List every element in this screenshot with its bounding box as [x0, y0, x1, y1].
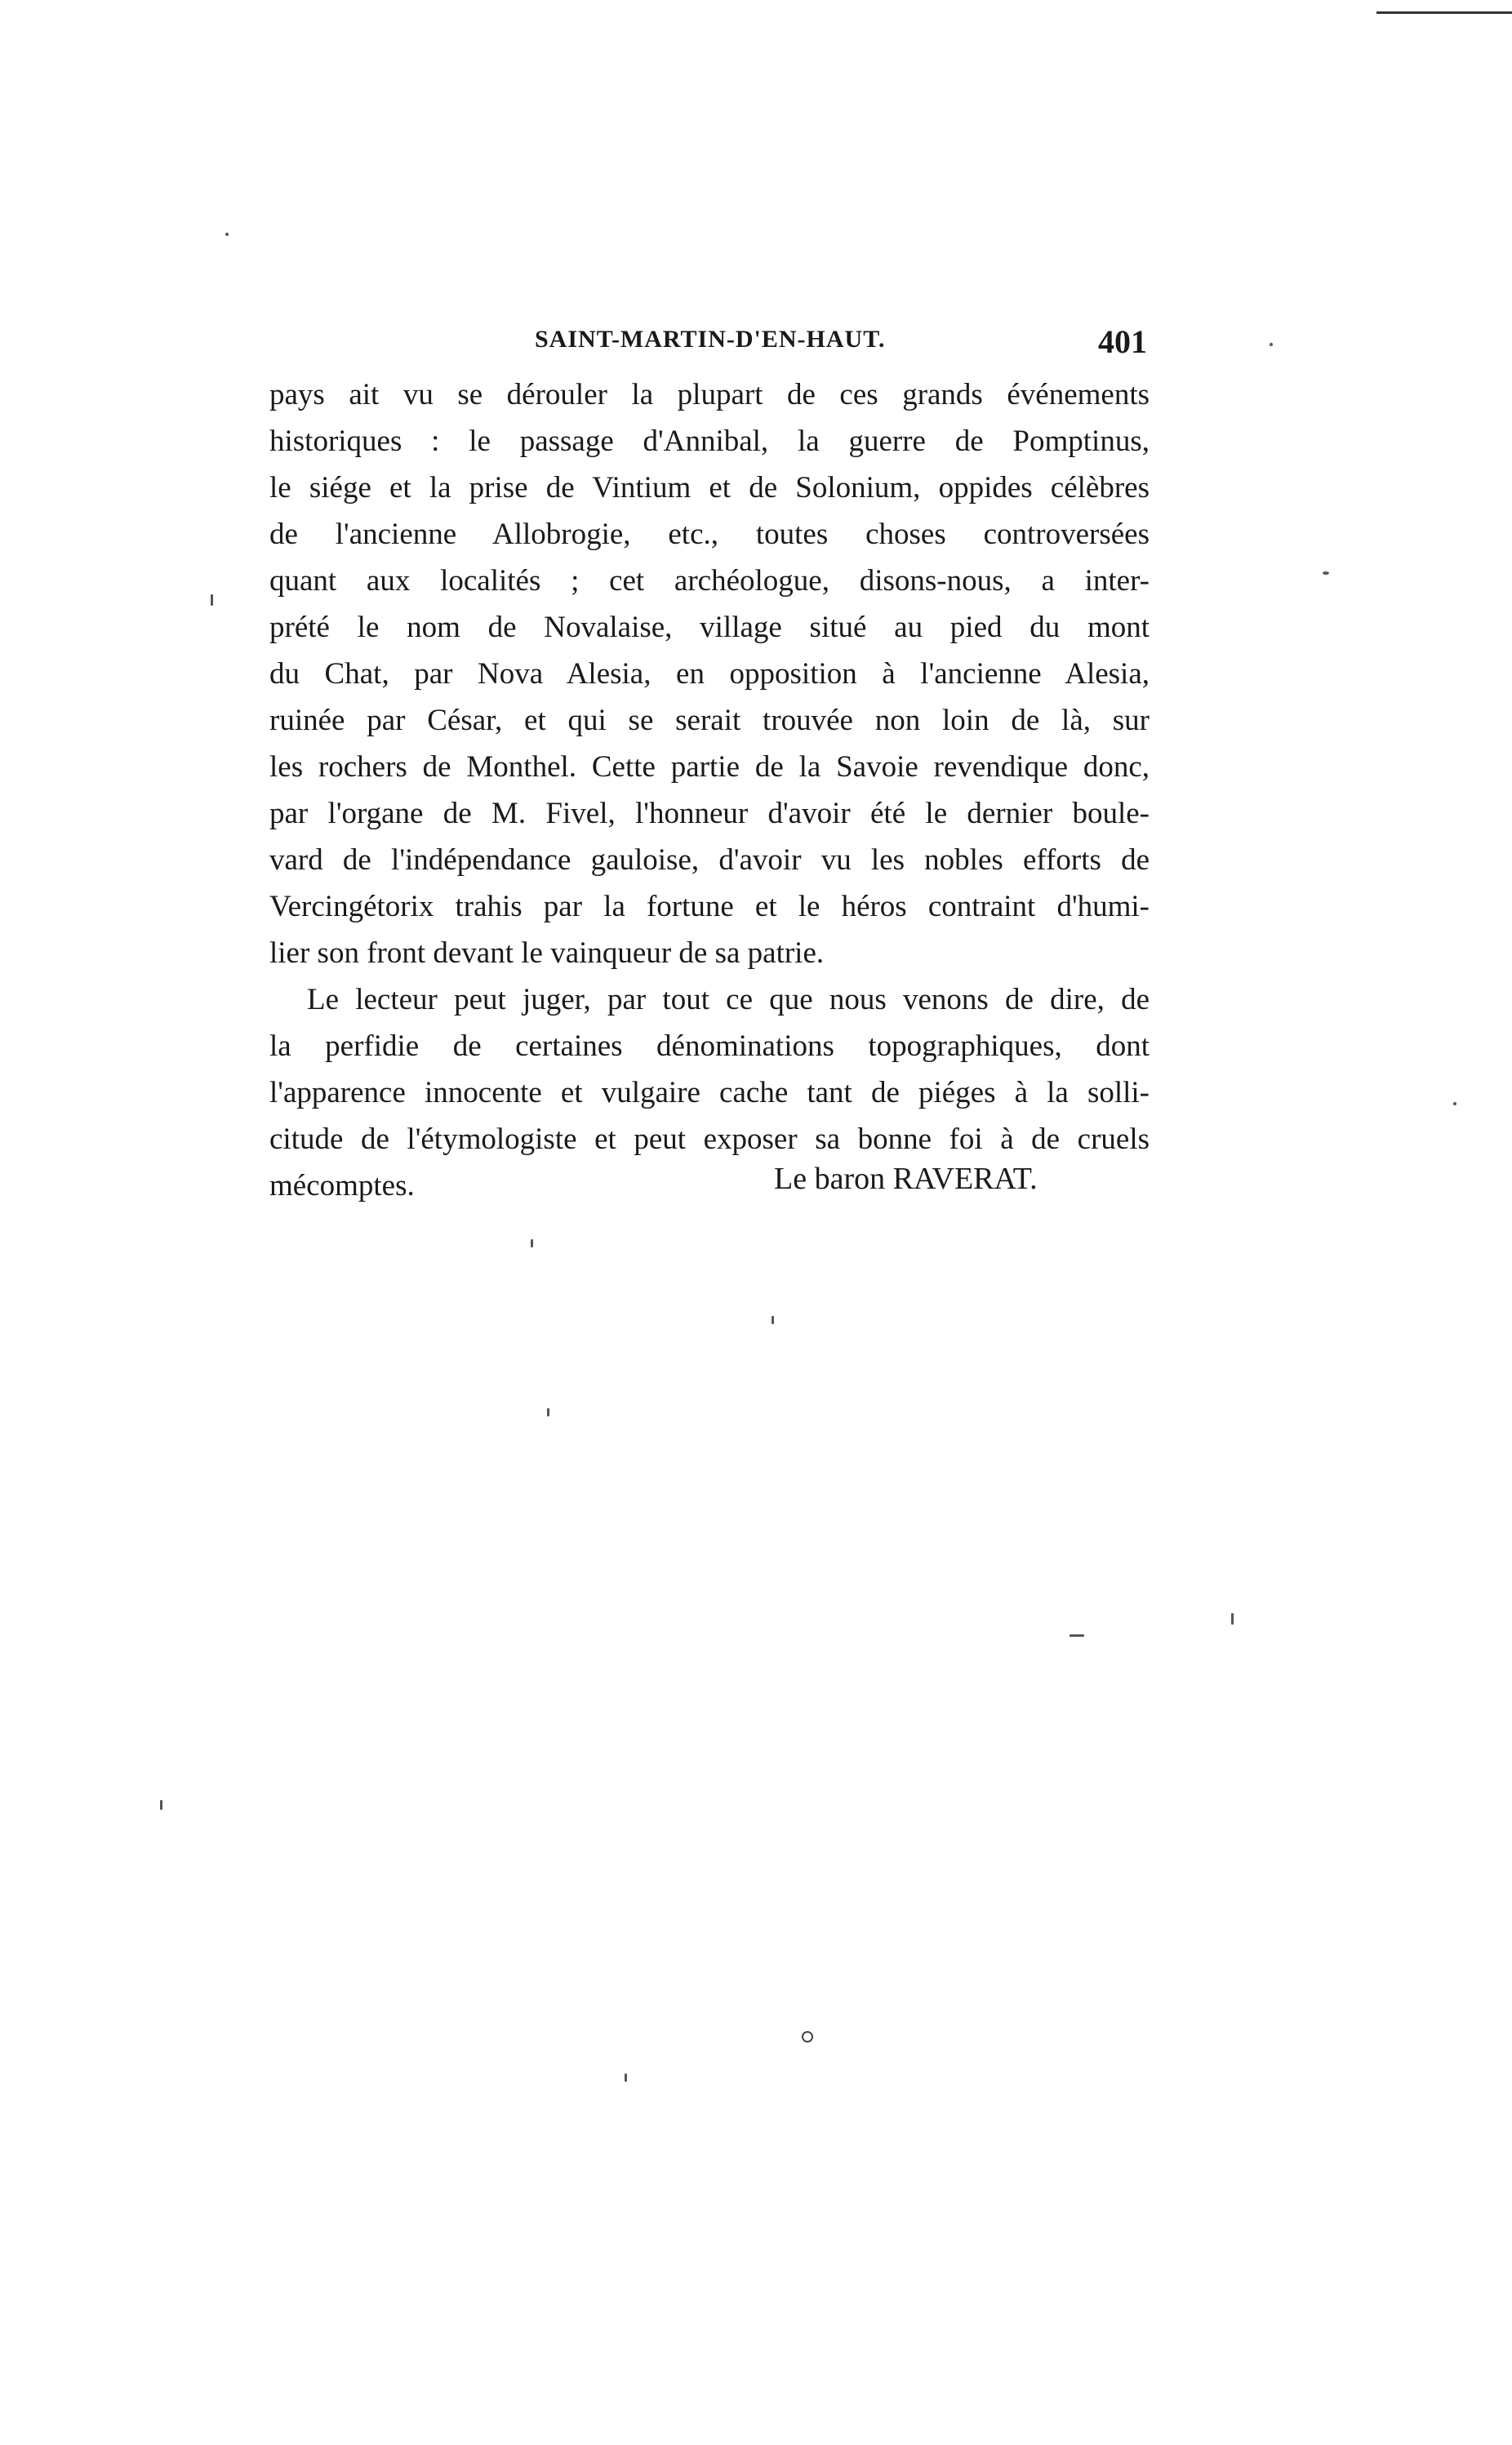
scan-speck: [625, 2074, 627, 2082]
signature-prefix: Le baron: [774, 1162, 893, 1196]
text-line: prété le nom de Novalaise, village situé au pied du mont: [269, 611, 1150, 644]
text-line: pays ait vu se dérouler la plupart de ces grands événements: [269, 378, 1150, 411]
paragraph-1: [269, 371, 1150, 976]
text-line: lier son front devant le vainqueur de sa patrie.: [269, 936, 825, 970]
text-line: historiques : le passage d'Annibal, la guerre de Pomptinus,: [269, 425, 1150, 458]
text-line: l'apparence innocente et vulgaire cache tant de piéges à la solli-: [269, 1076, 1150, 1109]
scan-speck: [1231, 1613, 1234, 1625]
text-line: par l'organe de M. Fivel, l'honneur d'avoir été le dernier boule-: [269, 797, 1150, 830]
signature-name: RAVERAT.: [892, 1162, 1038, 1196]
author-signature: [774, 1161, 1038, 1197]
text-line: vard de l'indépendance gauloise, d'avoir vu les nobles efforts de: [269, 843, 1150, 877]
text-line: ruinée par César, et qui se serait trouvée non loin de là, sur: [269, 704, 1150, 737]
scan-speck: [1453, 1102, 1456, 1105]
text-line: de l'ancienne Allobrogie, etc., toutes choses controversées: [269, 518, 1150, 551]
page-header: [535, 322, 1147, 363]
text-line: la perfidie de certaines dénominations topographiques, dont: [269, 1029, 1150, 1063]
scan-speck: [772, 1316, 774, 1324]
page-number: 401: [1098, 323, 1147, 360]
scan-speck: [802, 2031, 813, 2043]
running-head: SAINT-MARTIN-D'EN-HAUT.: [535, 326, 886, 353]
text-line: quant aux localités ; cet archéologue, disons-nous, a inter-: [269, 564, 1150, 598]
scan-speck: [1270, 343, 1273, 346]
text-line: les rochers de Monthel. Cette partie de la Savoie revendique donc,: [269, 750, 1150, 784]
scan-speck: [160, 1800, 162, 1810]
text-line: mécomptes.: [269, 1169, 415, 1202]
text-line: le siége et la prise de Vintium et de Solonium, oppides célèbres: [269, 471, 1150, 505]
text-line: citude de l'étymologiste et peut exposer sa bonne foi à de cruels: [269, 1122, 1150, 1156]
scan-speck: [1323, 571, 1329, 575]
top-edge-rule: [1376, 11, 1512, 14]
scan-speck: [211, 594, 213, 606]
text-line: Vercingétorix trahis par la fortune et le héros contraint d'humi-: [269, 890, 1150, 923]
body-text: [269, 371, 1150, 1209]
text-line: du Chat, par Nova Alesia, en opposition à l'ancienne Alesia,: [269, 657, 1150, 691]
text-line: Le lecteur peut juger, par tout ce que nous venons de dire, de: [307, 983, 1150, 1016]
scan-speck: [547, 1408, 549, 1416]
scan-speck: [531, 1239, 533, 1247]
scan-speck: [225, 233, 229, 236]
scan-speck: [1070, 1634, 1084, 1637]
